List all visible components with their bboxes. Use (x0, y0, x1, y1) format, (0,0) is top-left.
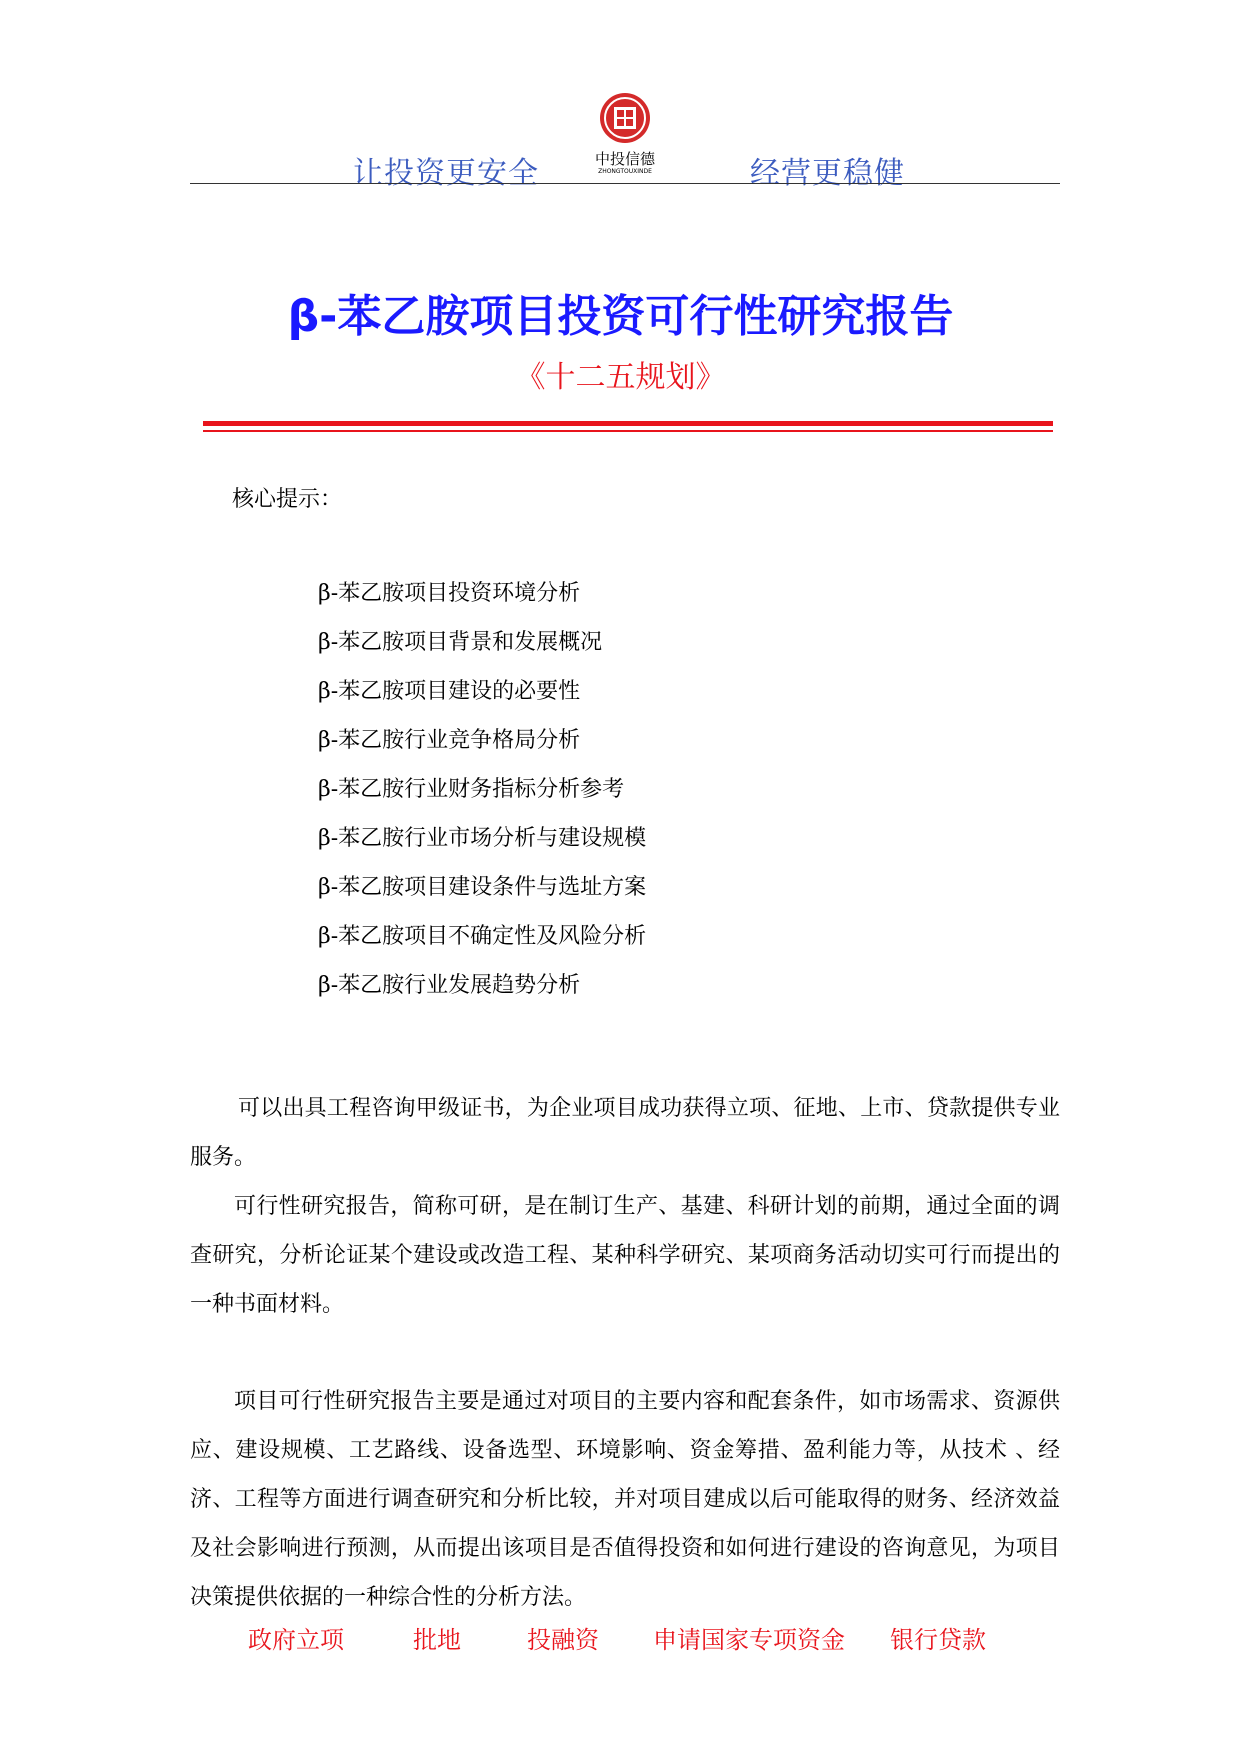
services-footer (0, 1620, 1241, 1660)
service-land-approval: 批地 (413, 1626, 461, 1654)
list-item: β-苯乙胺行业财务指标分析参考 (318, 777, 625, 802)
list-item: β-苯乙胺项目背景和发展概况 (318, 630, 603, 655)
logo-subtext: ZHONGTOUXINDE (598, 168, 652, 175)
list-item: β-苯乙胺行业竞争格局分析 (318, 728, 581, 753)
list-item: β-苯乙胺行业发展趋势分析 (318, 973, 581, 998)
list-item: β-苯乙胺项目投资环境分析 (318, 581, 581, 606)
list-item: β-苯乙胺行业市场分析与建设规模 (318, 826, 647, 851)
report-subtitle: 《十二五规划》 (515, 360, 726, 395)
description-paragraph: 项目可行性研究报告主要是通过对项目的主要内容和配套条件，如市场需求、资源供应、建设规模、工艺路线、设备选型、环境影响、资金筹措、盈利能力等，从技术 、经济、工程等方面进行调查研究和分析比较，并对项目建成以后可能取得的财务、经济效益及社会影响进行预测，从而提出该项目是否值得投资和如何进行建设的咨询意见，为项目决策提供依据的一种综合性的分析方法。 (190, 1389, 1060, 1610)
title-divider-thin (203, 430, 1053, 432)
header-divider (190, 183, 1060, 184)
slogan-left: 让投资更安全 (353, 156, 539, 191)
list-item: β-苯乙胺项目不确定性及风险分析 (318, 924, 647, 949)
core-tips-label: 核心提示： (232, 487, 343, 512)
service-bank-loan: 银行贷款 (890, 1626, 986, 1654)
service-financing: 投融资 (527, 1626, 599, 1654)
definition-paragraph: 可行性研究报告，简称可研，是在制订生产、基建、科研计划的前期，通过全面的调查研究，分析论证某个建设或改造工程、某种科学研究、某项商务活动切实可行而提出的一种书面材料。 (190, 1194, 1060, 1317)
logo-seal-graphic (585, 90, 665, 150)
slogan-right: 经营更稳健 (750, 156, 905, 191)
service-government-approval: 政府立项 (248, 1626, 344, 1654)
core-tips-list (318, 574, 646, 1015)
logo-text: 中投信德 (594, 150, 655, 168)
service-national-fund: 申请国家专项资金 (653, 1626, 845, 1654)
report-title: β-苯乙胺项目投资可行性研究报告 (287, 291, 954, 342)
list-item: β-苯乙胺项目建设条件与选址方案 (318, 875, 647, 900)
page-header (190, 80, 1060, 191)
list-item: β-苯乙胺项目建设的必要性 (318, 679, 581, 704)
service-intro-paragraph: 可以出具工程咨询甲级证书，为企业项目成功获得立项、征地、上市、贷款提供专业服务。 (190, 1096, 1060, 1170)
title-divider-thick (203, 421, 1053, 426)
zhongtou-seal-logo-icon (585, 90, 665, 180)
